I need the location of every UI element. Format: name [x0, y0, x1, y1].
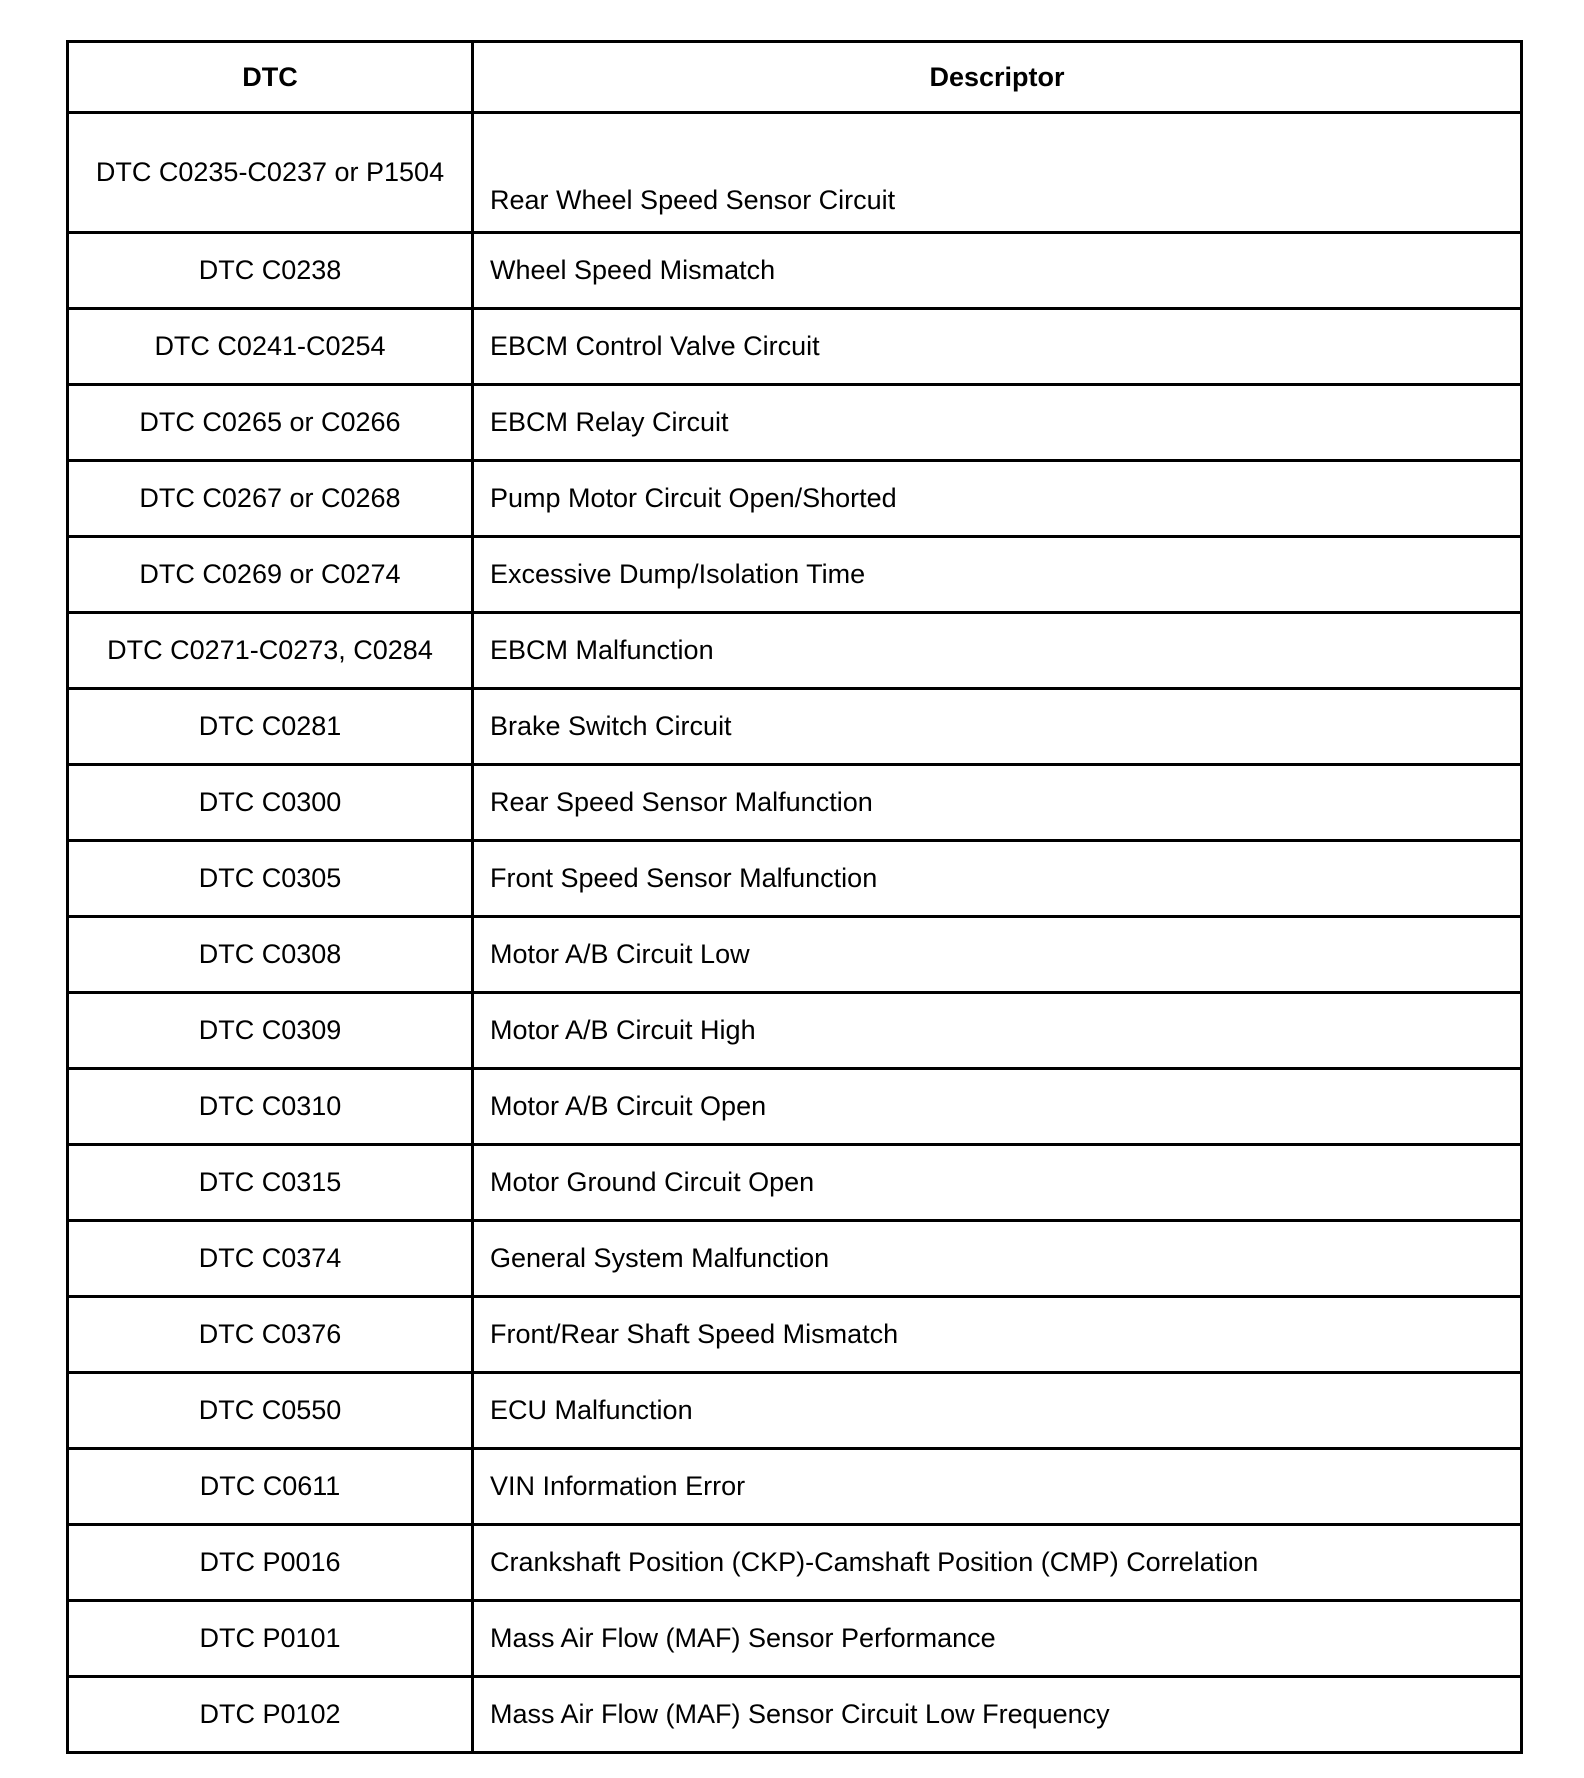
descriptor-cell: EBCM Relay Circuit [473, 385, 1522, 461]
table-body [68, 113, 1522, 1753]
descriptor-cell: EBCM Malfunction [473, 613, 1522, 689]
descriptor-cell: Mass Air Flow (MAF) Sensor Performance [473, 1601, 1522, 1677]
descriptor-cell: Brake Switch Circuit [473, 689, 1522, 765]
table-row [68, 1221, 1522, 1297]
dtc-cell: DTC C0376 [68, 1297, 473, 1373]
table-row [68, 689, 1522, 765]
dtc-cell: DTC C0269 or C0274 [68, 537, 473, 613]
table-row [68, 309, 1522, 385]
dtc-cell: DTC C0281 [68, 689, 473, 765]
descriptor-cell: EBCM Control Valve Circuit [473, 309, 1522, 385]
descriptor-cell: Mass Air Flow (MAF) Sensor Circuit Low Frequency [473, 1677, 1522, 1753]
table-row [68, 537, 1522, 613]
descriptor-cell: Excessive Dump/Isolation Time [473, 537, 1522, 613]
dtc-cell: DTC C0241-C0254 [68, 309, 473, 385]
descriptor-cell: General System Malfunction [473, 1221, 1522, 1297]
table-row [68, 1677, 1522, 1753]
dtc-cell: DTC P0016 [68, 1525, 473, 1601]
descriptor-cell: Motor Ground Circuit Open [473, 1145, 1522, 1221]
table-row [68, 1145, 1522, 1221]
descriptor-cell: ECU Malfunction [473, 1373, 1522, 1449]
descriptor-cell: Pump Motor Circuit Open/Shorted [473, 461, 1522, 537]
dtc-cell: DTC C0265 or C0266 [68, 385, 473, 461]
descriptor-cell: Front/Rear Shaft Speed Mismatch [473, 1297, 1522, 1373]
dtc-cell: DTC C0267 or C0268 [68, 461, 473, 537]
table-row [68, 461, 1522, 537]
descriptor-cell: Motor A/B Circuit High [473, 993, 1522, 1069]
table-row [68, 233, 1522, 309]
descriptor-cell: Wheel Speed Mismatch [473, 233, 1522, 309]
dtc-cell: DTC C0310 [68, 1069, 473, 1145]
header-descriptor: Descriptor [473, 42, 1522, 113]
dtc-table [66, 40, 1523, 1754]
table-row [68, 1525, 1522, 1601]
dtc-cell: DTC C0308 [68, 917, 473, 993]
dtc-cell: DTC C0374 [68, 1221, 473, 1297]
table-row [68, 1601, 1522, 1677]
dtc-cell: DTC C0611 [68, 1449, 473, 1525]
table-row [68, 917, 1522, 993]
descriptor-cell: Motor A/B Circuit Low [473, 917, 1522, 993]
dtc-cell: DTC C0550 [68, 1373, 473, 1449]
table-header-row [68, 42, 1522, 113]
descriptor-cell: Rear Speed Sensor Malfunction [473, 765, 1522, 841]
descriptor-cell: Motor A/B Circuit Open [473, 1069, 1522, 1145]
descriptor-cell: Rear Wheel Speed Sensor Circuit [473, 113, 1522, 233]
descriptor-cell: VIN Information Error [473, 1449, 1522, 1525]
table-row [68, 1069, 1522, 1145]
descriptor-cell: Front Speed Sensor Malfunction [473, 841, 1522, 917]
header-dtc: DTC [68, 42, 473, 113]
table-row [68, 113, 1522, 233]
table-row [68, 385, 1522, 461]
table-row [68, 841, 1522, 917]
table-row [68, 993, 1522, 1069]
dtc-cell: DTC P0102 [68, 1677, 473, 1753]
dtc-cell: DTC P0101 [68, 1601, 473, 1677]
dtc-cell: DTC C0309 [68, 993, 473, 1069]
table-row [68, 613, 1522, 689]
dtc-cell: DTC C0305 [68, 841, 473, 917]
table-row [68, 1297, 1522, 1373]
table-row [68, 1449, 1522, 1525]
table-row [68, 1373, 1522, 1449]
dtc-cell: DTC C0315 [68, 1145, 473, 1221]
dtc-cell: DTC C0300 [68, 765, 473, 841]
table-row [68, 765, 1522, 841]
descriptor-cell: Crankshaft Position (CKP)-Camshaft Position (CMP) Correlation [473, 1525, 1522, 1601]
dtc-cell: DTC C0238 [68, 233, 473, 309]
dtc-cell: DTC C0271-C0273, C0284 [68, 613, 473, 689]
dtc-cell: DTC C0235-C0237 or P1504 [68, 113, 473, 233]
